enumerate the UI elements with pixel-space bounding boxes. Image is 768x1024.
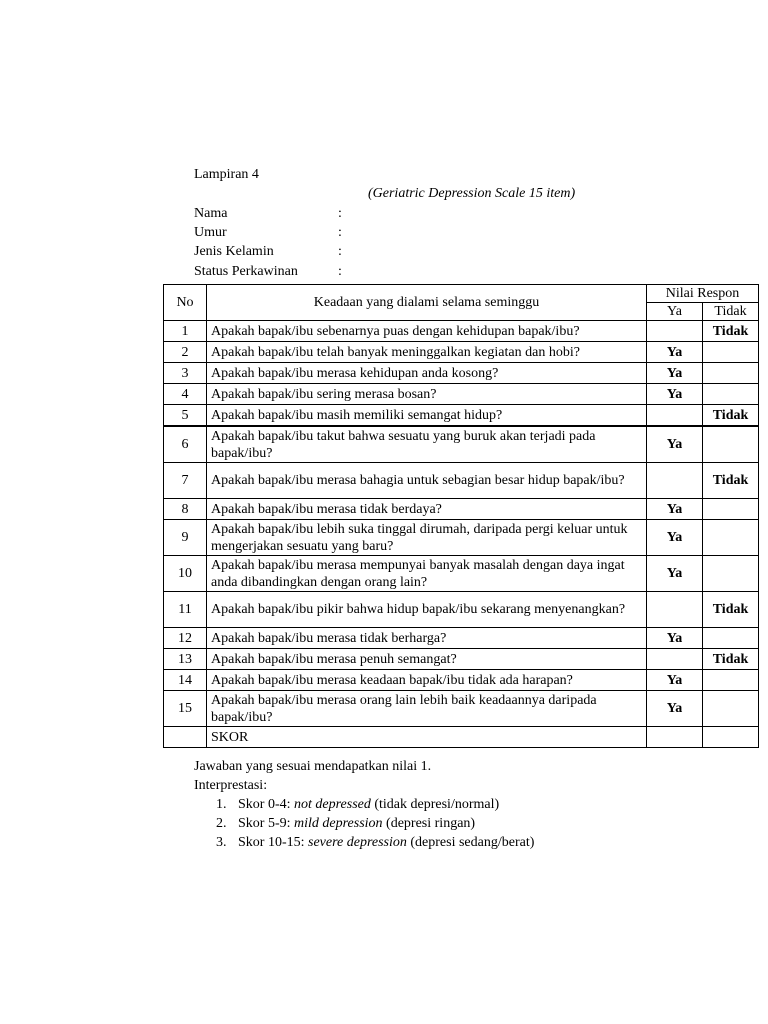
interpretation-suffix: (depresi sedang/berat) — [406, 835, 535, 850]
row-answer-tidak — [703, 363, 759, 384]
field-label-status-perkawinan: Status Perkawinan — [194, 264, 298, 279]
score-label: SKOR — [207, 727, 647, 748]
row-number: 15 — [164, 691, 207, 727]
column-header-question: Keadaan yang dialami selama seminggu — [207, 285, 647, 321]
field-label-jenis-kelamin: Jenis Kelamin — [194, 244, 274, 259]
table-row — [164, 384, 759, 405]
row-answer-tidak: Tidak — [703, 463, 759, 499]
row-question: Apakah bapak/ibu merasa orang lain lebih baik keadaannya daripada bapak/ibu? — [207, 691, 647, 727]
row-number: 13 — [164, 649, 207, 670]
row-answer-ya: Ya — [647, 556, 703, 592]
table-row — [164, 363, 759, 384]
row-answer-tidak: Tidak — [703, 405, 759, 427]
row-number: 4 — [164, 384, 207, 405]
row-answer-tidak — [703, 499, 759, 520]
list-number: 2. — [216, 816, 227, 831]
row-question: Apakah bapak/ibu masih memiliki semangat hidup? — [207, 405, 647, 427]
row-question: Apakah bapak/ibu merasa mempunyai banyak masalah dengan daya ingat anda dibandingkan dengan orang lain? — [207, 556, 647, 592]
row-number: 1 — [164, 321, 207, 342]
row-number: 11 — [164, 592, 207, 628]
table-row — [164, 592, 759, 628]
row-answer-tidak: Tidak — [703, 649, 759, 670]
row-answer-ya: Ya — [647, 691, 703, 727]
row-question: Apakah bapak/ibu sebenarnya puas dengan kehidupan bapak/ibu? — [207, 321, 647, 342]
row-answer-tidak — [703, 670, 759, 691]
row-answer-ya — [647, 321, 703, 342]
row-answer-ya — [647, 405, 703, 427]
row-answer-tidak — [703, 426, 759, 463]
row-number: 9 — [164, 520, 207, 556]
appendix-label: Lampiran 4 — [194, 167, 259, 182]
row-number: 5 — [164, 405, 207, 427]
row-question: Apakah bapak/ibu merasa penuh semangat? — [207, 649, 647, 670]
row-question: Apakah bapak/ibu merasa kehidupan anda kosong? — [207, 363, 647, 384]
row-answer-ya: Ya — [647, 670, 703, 691]
row-number: 2 — [164, 342, 207, 363]
table-row — [164, 628, 759, 649]
score-tidak-cell — [703, 727, 759, 748]
interpretation-term: severe depression — [308, 835, 407, 850]
row-answer-ya: Ya — [647, 342, 703, 363]
field-colon: : — [338, 244, 342, 259]
field-colon: : — [338, 264, 342, 279]
row-number: 3 — [164, 363, 207, 384]
row-answer-ya — [647, 463, 703, 499]
field-label-umur: Umur — [194, 225, 227, 240]
row-question: Apakah bapak/ibu telah banyak meninggalkan kegiatan dan hobi? — [207, 342, 647, 363]
interpretation-item — [194, 795, 534, 814]
interpretation-prefix: Skor 0-4: — [238, 797, 294, 812]
column-header-ya: Ya — [647, 303, 703, 321]
row-answer-ya: Ya — [647, 363, 703, 384]
interpretation-list — [194, 795, 534, 852]
scoring-notes — [194, 757, 534, 852]
row-number: 8 — [164, 499, 207, 520]
row-number: 7 — [164, 463, 207, 499]
row-answer-ya: Ya — [647, 499, 703, 520]
row-question: Apakah bapak/ibu merasa tidak berdaya? — [207, 499, 647, 520]
row-question: Apakah bapak/ibu merasa tidak berharga? — [207, 628, 647, 649]
interpretation-prefix: Skor 5-9: — [238, 816, 294, 831]
row-answer-tidak — [703, 520, 759, 556]
table-row — [164, 321, 759, 342]
field-label-nama: Nama — [194, 206, 228, 221]
row-answer-ya: Ya — [647, 426, 703, 463]
list-number: 3. — [216, 835, 227, 850]
interpretation-prefix: Skor 10-15: — [238, 835, 308, 850]
table-row — [164, 520, 759, 556]
row-number: 14 — [164, 670, 207, 691]
row-number: 12 — [164, 628, 207, 649]
interpretation-item — [194, 833, 534, 852]
score-number-cell — [164, 727, 207, 748]
row-question: Apakah bapak/ibu merasa bahagia untuk sebagian besar hidup bapak/ibu? — [207, 463, 647, 499]
row-answer-tidak — [703, 628, 759, 649]
interpretation-term: not depressed — [294, 797, 371, 812]
row-answer-ya: Ya — [647, 520, 703, 556]
table-row — [164, 691, 759, 727]
interpretation-suffix: (depresi ringan) — [382, 816, 476, 831]
table-row — [164, 405, 759, 427]
column-header-response: Nilai Respon — [647, 285, 759, 303]
row-answer-tidak — [703, 556, 759, 592]
field-colon: : — [338, 225, 342, 240]
field-colon: : — [338, 206, 342, 221]
interpretation-suffix: (tidak depresi/normal) — [370, 797, 500, 812]
row-answer-tidak — [703, 384, 759, 405]
row-question: Apakah bapak/ibu merasa keadaan bapak/ibu tidak ada harapan? — [207, 670, 647, 691]
row-answer-tidak: Tidak — [703, 592, 759, 628]
interpretation-title: Interprestasi: — [194, 778, 268, 793]
row-answer-tidak — [703, 691, 759, 727]
interpretation-term: mild depression — [294, 816, 383, 831]
row-question: Apakah bapak/ibu sering merasa bosan? — [207, 384, 647, 405]
column-header-tidak: Tidak — [703, 303, 759, 321]
row-question: Apakah bapak/ibu takut bahwa sesuatu yang buruk akan terjadi pada bapak/ibu? — [207, 426, 647, 463]
score-row — [164, 727, 759, 748]
scoring-note: Jawaban yang sesuai mendapatkan nilai 1. — [194, 759, 432, 774]
row-number: 6 — [164, 426, 207, 463]
interpretation-item — [194, 814, 534, 833]
column-header-no: No — [164, 285, 207, 321]
row-answer-tidak: Tidak — [703, 321, 759, 342]
row-question: Apakah bapak/ibu lebih suka tinggal dirumah, daripada pergi keluar untuk mengerjakan sesuatu yang baru? — [207, 520, 647, 556]
row-answer-ya — [647, 649, 703, 670]
score-ya-cell — [647, 727, 703, 748]
table-row — [164, 426, 759, 463]
table-row — [164, 342, 759, 363]
row-answer-ya — [647, 592, 703, 628]
row-number: 10 — [164, 556, 207, 592]
row-question: Apakah bapak/ibu pikir bahwa hidup bapak/ibu sekarang menyenangkan? — [207, 592, 647, 628]
row-answer-tidak — [703, 342, 759, 363]
table-row — [164, 670, 759, 691]
table-row — [164, 649, 759, 670]
row-answer-ya: Ya — [647, 628, 703, 649]
table-header-row — [164, 285, 759, 303]
row-answer-ya: Ya — [647, 384, 703, 405]
list-number: 1. — [216, 797, 227, 812]
document-subtitle: (Geriatric Depression Scale 15 item) — [368, 186, 576, 201]
table-row — [164, 556, 759, 592]
gds-questionnaire-table — [163, 284, 759, 748]
table-row — [164, 499, 759, 520]
table-row — [164, 463, 759, 499]
